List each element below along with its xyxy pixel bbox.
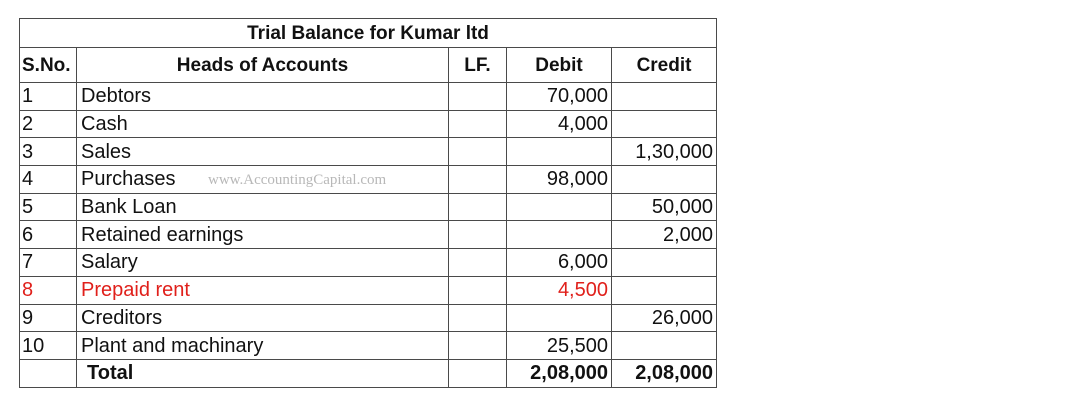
- cell-lf: [449, 193, 507, 221]
- table-row: [20, 83, 717, 111]
- cell-credit: 26,000: [612, 304, 717, 332]
- cell-credit: 50,000: [612, 193, 717, 221]
- cell-credit: [612, 110, 717, 138]
- cell-credit: [612, 83, 717, 111]
- table-row: [20, 110, 717, 138]
- cell-credit: [612, 166, 717, 194]
- cell-lf: [449, 110, 507, 138]
- cell-debit: [507, 138, 612, 166]
- cell-sno: 1: [20, 83, 77, 111]
- cell-sno: 9: [20, 304, 77, 332]
- cell-account: Plant and machinary: [77, 332, 449, 360]
- cell-credit: [612, 249, 717, 277]
- trial-balance-table: [19, 18, 717, 388]
- total-debit: 2,08,000: [507, 359, 612, 387]
- table-row: [20, 193, 717, 221]
- cell-credit: 2,000: [612, 221, 717, 249]
- cell-lf-empty: [449, 359, 507, 387]
- cell-sno: 6: [20, 221, 77, 249]
- table-title: Trial Balance for Kumar ltd: [20, 19, 717, 48]
- table-row: [20, 166, 717, 194]
- cell-sno: 5: [20, 193, 77, 221]
- column-header-row: [20, 48, 717, 83]
- cell-lf: [449, 276, 507, 304]
- cell-debit: 98,000: [507, 166, 612, 194]
- cell-lf: [449, 249, 507, 277]
- column-header-debit: Debit: [507, 48, 612, 83]
- cell-debit: 4,000: [507, 110, 612, 138]
- table-row: [20, 304, 717, 332]
- cell-sno: 3: [20, 138, 77, 166]
- cell-sno-empty: [20, 359, 77, 387]
- cell-account: Retained earnings: [77, 221, 449, 249]
- column-header-account: Heads of Accounts: [77, 48, 449, 83]
- cell-debit: 4,500: [507, 276, 612, 304]
- cell-lf: [449, 221, 507, 249]
- column-header-sno: S.No.: [20, 48, 77, 83]
- watermark-text: www.AccountingCapital.com: [208, 172, 387, 188]
- table-title-row: [20, 19, 717, 48]
- table-row: [20, 249, 717, 277]
- cell-lf: [449, 332, 507, 360]
- cell-sno: 8: [20, 276, 77, 304]
- cell-debit: 70,000: [507, 83, 612, 111]
- cell-account: Creditors: [77, 304, 449, 332]
- cell-debit: [507, 304, 612, 332]
- table-row: [20, 221, 717, 249]
- cell-lf: [449, 166, 507, 194]
- cell-account: Sales: [77, 138, 449, 166]
- cell-account: Cash: [77, 110, 449, 138]
- cell-account: Purchases: [77, 166, 449, 194]
- cell-sno: 7: [20, 249, 77, 277]
- cell-sno: 10: [20, 332, 77, 360]
- column-header-lf: LF.: [449, 48, 507, 83]
- cell-debit: 6,000: [507, 249, 612, 277]
- table-row-highlighted: [20, 276, 717, 304]
- cell-lf: [449, 304, 507, 332]
- cell-debit: [507, 193, 612, 221]
- cell-account: Prepaid rent: [77, 276, 449, 304]
- total-credit: 2,08,000: [612, 359, 717, 387]
- table-row: [20, 332, 717, 360]
- cell-credit: 1,30,000: [612, 138, 717, 166]
- cell-debit: 25,500: [507, 332, 612, 360]
- cell-account: Debtors: [77, 83, 449, 111]
- column-header-credit: Credit: [612, 48, 717, 83]
- cell-sno: 2: [20, 110, 77, 138]
- cell-sno: 4: [20, 166, 77, 194]
- table-row: [20, 138, 717, 166]
- cell-account: Salary: [77, 249, 449, 277]
- cell-lf: [449, 138, 507, 166]
- total-label: Total: [77, 359, 449, 387]
- cell-account: Bank Loan: [77, 193, 449, 221]
- cell-debit: [507, 221, 612, 249]
- total-row: [20, 359, 717, 387]
- cell-lf: [449, 83, 507, 111]
- cell-credit: [612, 332, 717, 360]
- cell-credit: [612, 276, 717, 304]
